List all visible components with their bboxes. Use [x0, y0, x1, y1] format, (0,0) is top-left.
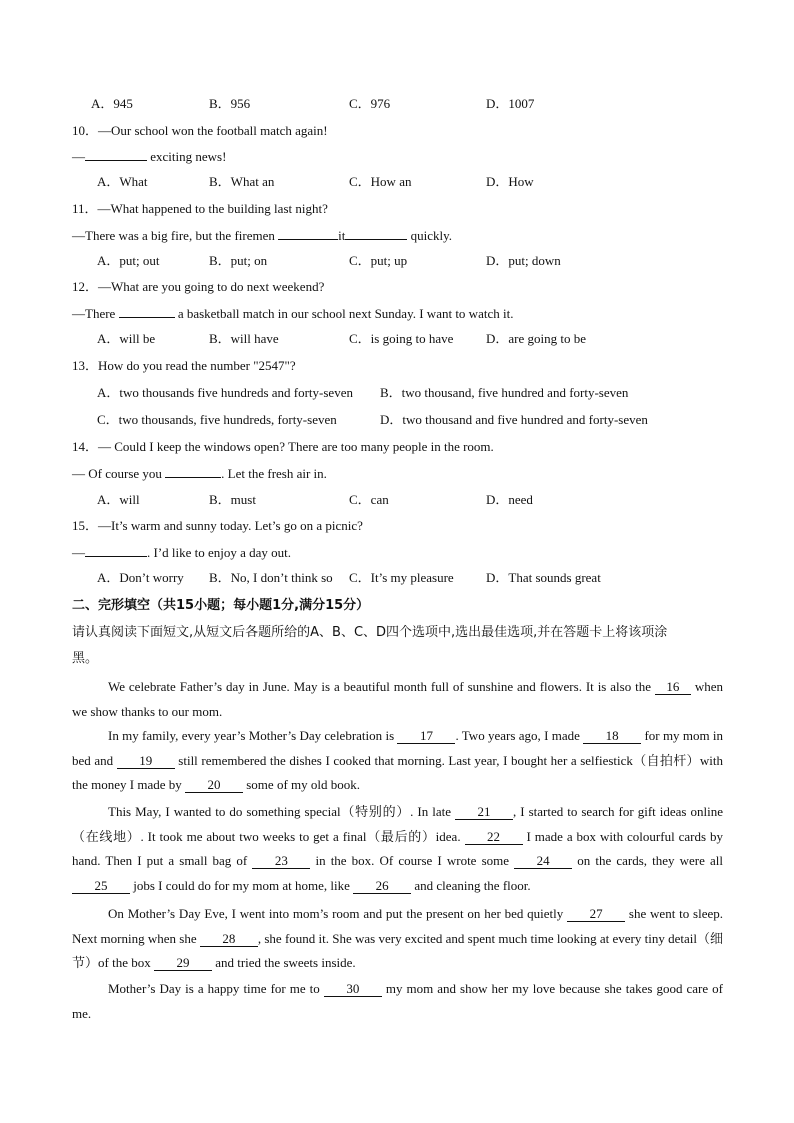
- q14-option-a: A．will: [97, 492, 140, 507]
- q11-tail: quickly.: [407, 228, 453, 243]
- blank-17: 17: [397, 729, 455, 744]
- blank-21: 21: [455, 805, 513, 820]
- passage-paragraph-1: [72, 675, 723, 724]
- q10-stem: 10．—Our school won the football match again!: [72, 123, 328, 138]
- q15-response: [72, 544, 291, 562]
- q11-option-d: D．put; down: [486, 253, 561, 268]
- q10-blank: [85, 160, 147, 161]
- q12-tail: a basketball match in our school next Sunday. I want to watch it.: [174, 306, 514, 321]
- q12-option-b: B．will have: [209, 331, 279, 346]
- passage-text: In my family, every year’s Mother’s Day celebration is: [108, 728, 398, 743]
- q10-dash: —: [72, 149, 85, 164]
- q11-option-b: B．put; on: [209, 253, 268, 268]
- blank-24: 24: [514, 854, 572, 869]
- passage-text: and tried the sweets inside.: [211, 955, 356, 970]
- passage-text: , I started to search for gift ideas online（在线地）. It took me about two weeks to get a final（最后的）idea.: [72, 804, 723, 844]
- q14-response: [72, 465, 327, 483]
- q14-option-d: D．need: [486, 492, 533, 507]
- q15-stem: 15．—It’s warm and sunny today. Let’s go on a picnic?: [72, 518, 363, 533]
- passage-paragraph-2: [72, 724, 723, 798]
- q14-option-c: C．can: [349, 492, 389, 507]
- q15-option-a: A．Don’t worry: [97, 570, 184, 585]
- passage-text: when we show thanks to our mom.: [72, 679, 723, 719]
- passage-text: still remembered the dishes I cooked that morning. Last year, I bought her a selfiestick（自拍杆）with the money I made by: [72, 752, 723, 792]
- q9-option-a: A．945: [91, 96, 133, 111]
- passage-paragraph-5: [72, 977, 723, 1026]
- passage-text: in the box. Of course I wrote some: [310, 853, 515, 868]
- passage-paragraph-3: [72, 800, 723, 898]
- q11-mid: it: [338, 228, 346, 243]
- blank-26: 26: [353, 879, 411, 894]
- blank-23: 23: [252, 854, 310, 869]
- blank-28: 28: [200, 932, 258, 947]
- q14-blank: [165, 477, 221, 478]
- q12-response: [72, 305, 513, 323]
- q9-option-d: D．1007: [486, 96, 535, 111]
- q11-stem: 11．—What happened to the building last night?: [72, 201, 328, 216]
- passage-text: This May, I wanted to do something special（特别的）. In late: [108, 804, 455, 819]
- passage-text: I made a box with colourful cards by hand. Then I put a small bag of: [72, 828, 723, 868]
- q11-blank-2: [345, 239, 407, 240]
- q13-option-c: C．two thousands, five hundreds, forty-seven: [97, 412, 337, 427]
- passage-text: jobs I could do for my mom at home, like: [130, 877, 354, 893]
- q14-option-b: B．must: [209, 492, 256, 507]
- q12-lead: —There: [72, 306, 119, 321]
- q12-option-c: C．is going to have: [349, 331, 454, 346]
- q9-option-c: C．976: [349, 96, 391, 111]
- passage-text: . Two years ago, I made: [455, 728, 584, 743]
- passage-text: for my mom in bed and: [72, 728, 724, 768]
- q15-blank: [85, 556, 147, 557]
- q14-lead: — Of course you: [72, 466, 166, 481]
- passage-text: some of my old book.: [243, 777, 360, 792]
- section-instruction-line-2: 黑。: [72, 651, 99, 666]
- q9-option-b: B．956: [209, 96, 251, 111]
- q14-stem: 14．— Could I keep the windows open? There are too many people in the room.: [72, 439, 494, 454]
- q11-blank-1: [278, 239, 338, 240]
- blank-30: 30: [324, 982, 382, 997]
- q13-option-d: D．two thousand and five hundred and forty-seven: [380, 412, 648, 427]
- blank-29: 29: [154, 956, 212, 971]
- q15-option-d: D．That sounds great: [486, 570, 601, 585]
- section-title: 二、完形填空（共15小题；每小题1分,满分15分）: [72, 598, 370, 613]
- q12-blank: [119, 317, 175, 318]
- q15-option-b: B．No, I don’t think so: [209, 570, 333, 585]
- q10-tail: exciting news!: [147, 149, 227, 164]
- blank-18: 18: [583, 729, 641, 744]
- q13-option-a: A．two thousands five hundreds and forty-seven: [97, 385, 353, 400]
- passage-paragraph-4: [72, 902, 723, 976]
- q10-option-b: B．What an: [209, 174, 275, 189]
- q10-option-c: C．How an: [349, 174, 412, 189]
- passage-text: on the cards, they were all: [572, 853, 723, 868]
- q15-option-c: C．It’s my pleasure: [349, 570, 454, 585]
- q11-lead: —There was a big fire, but the firemen: [72, 228, 279, 243]
- q13-stem: 13．How do you read the number "2547"?: [72, 358, 296, 373]
- q15-dash: —: [72, 545, 85, 560]
- blank-22: 22: [465, 830, 523, 845]
- q14-tail: . Let the fresh air in.: [221, 466, 327, 481]
- q11-response: [72, 227, 452, 245]
- q11-option-c: C．put; up: [349, 253, 408, 268]
- blank-16: 16: [655, 680, 691, 695]
- blank-25: 25: [72, 879, 130, 894]
- passage-text: We celebrate Father’s day in June. May is a beautiful month full of sunshine and flowers. It is also the: [108, 679, 655, 694]
- section-instruction-line-1: 请认真阅读下面短文,从短文后各题所给的A、B、C、D四个选项中,选出最佳选项,并在答题卡上将该项涂: [72, 625, 668, 640]
- passage-text: she went to sleep. Next morning when she: [72, 906, 723, 946]
- q10-option-d: D．How: [486, 174, 534, 189]
- q12-stem: 12．—What are you going to do next weekend?: [72, 279, 325, 294]
- blank-20: 20: [185, 778, 243, 793]
- passage-text: , she found it. She was very excited and spent much time looking at every tiny detail（细节）of the box: [72, 930, 723, 970]
- passage-text: Mother’s Day is a happy time for me to: [108, 981, 324, 996]
- q11-option-a: A．put; out: [97, 253, 160, 268]
- q12-option-a: A．will be: [97, 331, 156, 346]
- passage-text: On Mother’s Day Eve, I went into mom’s room and put the present on her bed quietly: [108, 906, 568, 921]
- q15-tail: . I’d like to enjoy a day out.: [147, 545, 292, 560]
- passage-text: and cleaning the floor.: [411, 877, 531, 893]
- passage-text: my mom and show her my love because she takes good care of me.: [72, 981, 723, 1021]
- q10-option-a: A．What: [97, 174, 148, 189]
- q10-response: [72, 148, 226, 166]
- blank-27: 27: [567, 907, 625, 922]
- q12-option-d: D．are going to be: [486, 331, 587, 346]
- blank-19: 19: [117, 754, 175, 769]
- q13-option-b: B．two thousand, five hundred and forty-seven: [380, 385, 629, 400]
